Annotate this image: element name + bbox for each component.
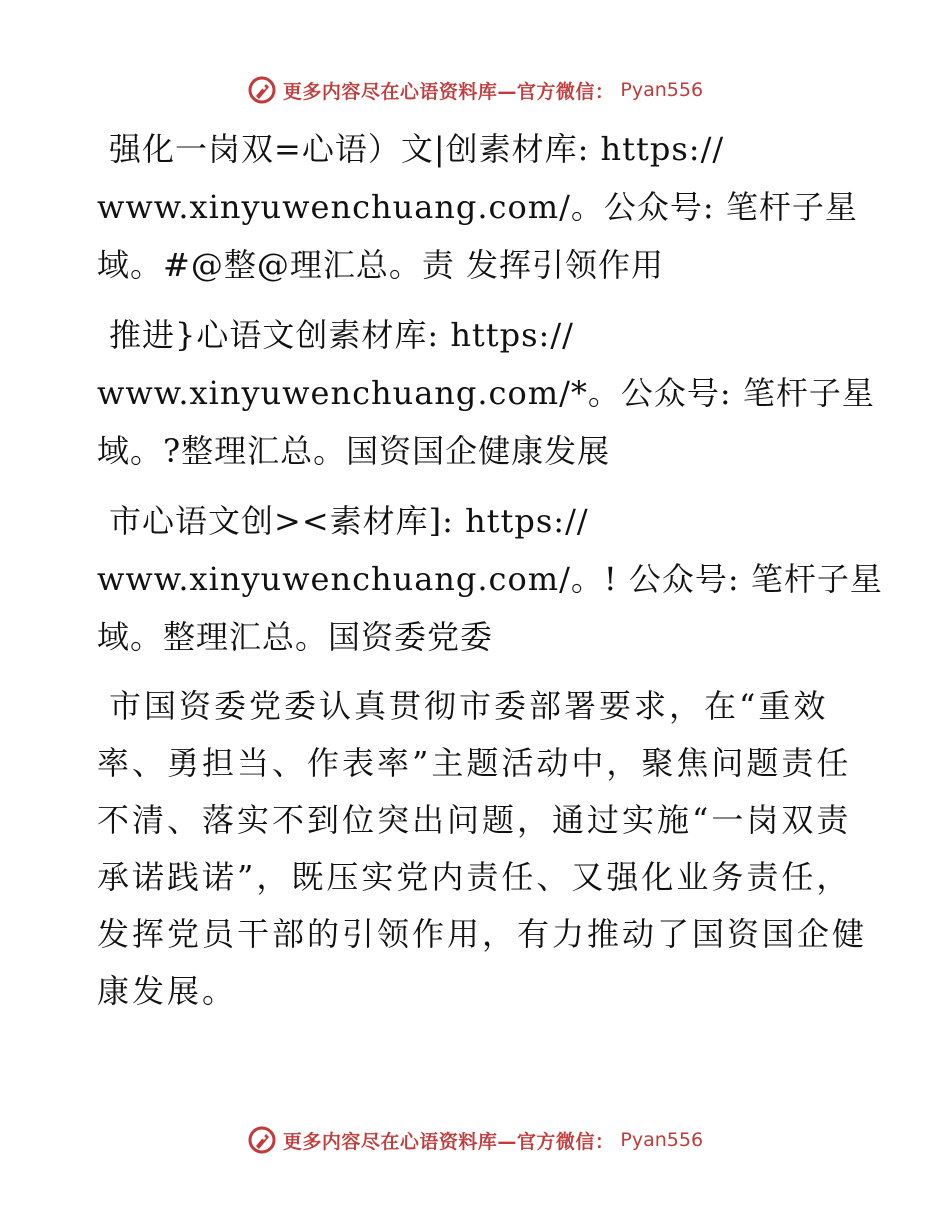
footer-banner-handle: Pyan556 xyxy=(620,1129,704,1151)
header-banner-text: 更多内容尽在心语资料库—官方微信： xyxy=(282,80,615,103)
footer-banner xyxy=(0,1120,950,1160)
text-line: 推进}心语文创素材库: https:// xyxy=(109,316,574,354)
footer-banner-text: 更多内容尽在心语资料库—官方微信： xyxy=(282,1130,615,1153)
body-paragraph xyxy=(97,678,868,1020)
text-line: 域。?整理汇总。国资国企健康发展 xyxy=(97,432,611,470)
text-line: www.xinyuwenchuang.com/*。公众号: 笔杆子星 xyxy=(97,374,875,412)
text-line: 康发展。 xyxy=(97,972,238,1010)
text-line: 承诺践诺”，既压实党内责任、又强化业务责任， xyxy=(97,858,852,896)
header-banner xyxy=(0,70,950,110)
text-line: 率、勇担当、作表率”主题活动中，聚焦问题责任 xyxy=(97,744,852,782)
text-line: 市国资委党委认真贯彻市委部署要求，在“重效 xyxy=(109,687,829,725)
pen-nib-circle-icon xyxy=(247,75,277,105)
text-line: 不清、落实不到位突出问题，通过实施“一岗双责 xyxy=(97,801,852,839)
document-content xyxy=(97,120,883,1032)
watermark-paragraph-2 xyxy=(97,306,875,480)
pen-nib-circle-icon xyxy=(247,1125,277,1155)
text-line: www.xinyuwenchuang.com/。公众号: 笔杆子星 xyxy=(97,188,858,226)
text-line: 强化一岗双=心语）文|创素材库: https:// xyxy=(109,130,725,168)
text-line: 域。整理汇总。国资委党委 xyxy=(97,618,494,656)
text-line: www.xinyuwenchuang.com/。! 公众号: 笔杆子星 xyxy=(97,560,883,598)
text-line: 市心语文创><素材库]: https:// xyxy=(109,502,589,540)
text-line: 发挥党员干部的引领作用，有力推动了国资国企健 xyxy=(97,915,868,953)
watermark-paragraph-1 xyxy=(97,120,857,294)
header-banner-handle: Pyan556 xyxy=(620,79,704,101)
text-line: 域。#@整@理汇总。责 发挥引领作用 xyxy=(97,246,664,284)
watermark-paragraph-3 xyxy=(97,492,883,666)
